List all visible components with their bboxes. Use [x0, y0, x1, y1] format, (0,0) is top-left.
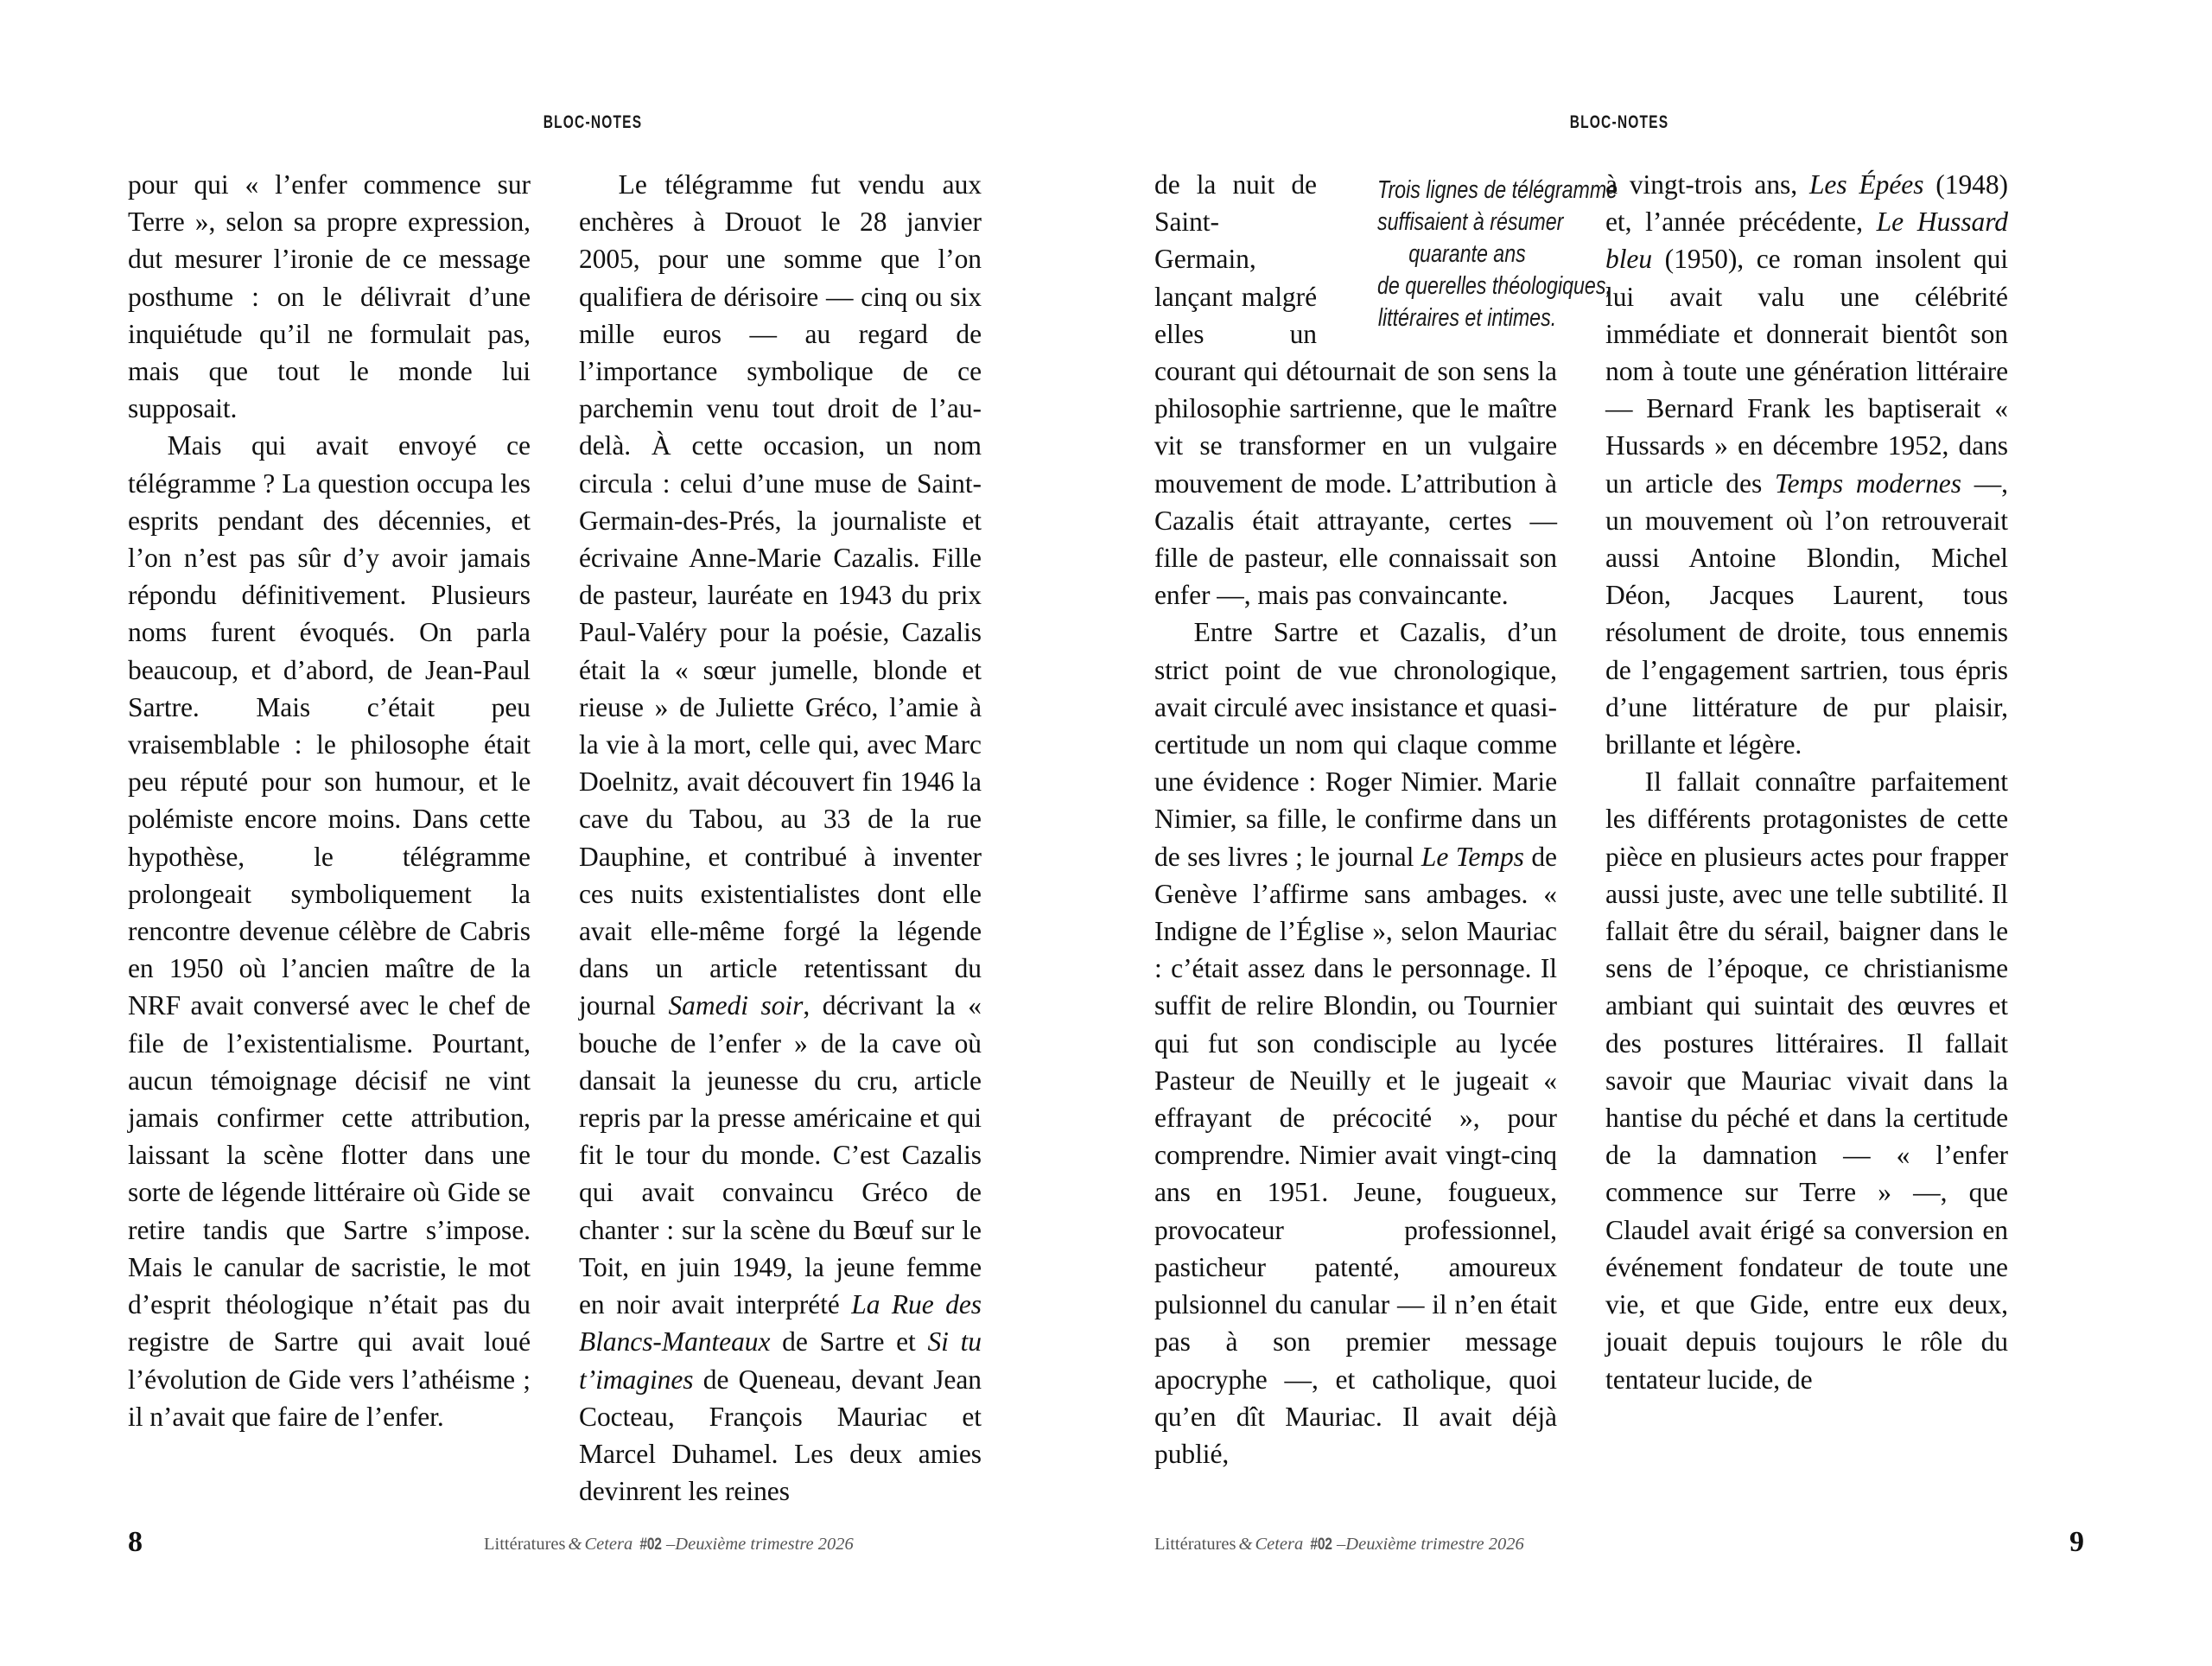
colophon-issue-date: Deuxième trimestre 2026 [675, 1535, 854, 1554]
running-head-left: BLOC-NOTES [543, 112, 643, 132]
body-paragraph: pour qui « l’enfer commence sur Terre », selon sa propre expression, dut mesurer l’ironie de ce message posthume : on le délivrait d’une inquiétude qu’il ne formulait pas, mais que tout le monde lui supposait. [128, 169, 531, 424]
pull-quote-line: littéraires et intimes. [1377, 304, 1557, 332]
pull-quote-line: Trois lignes de télégramme [1377, 176, 1618, 204]
colophon-left [484, 1534, 854, 1555]
colophon-title: Littératures [484, 1535, 566, 1554]
column-4 [1605, 166, 2008, 1459]
colophon-dash: – [666, 1535, 676, 1554]
italic-title: La Rue des Blancs-Manteaux [579, 1289, 982, 1358]
body-paragraph: de la nuit de Saint-Germain, lançant malgré elles un courant qui détournait de son sens la philosophie sartrienne, que le maître vit se transformer en un vulgaire mouvement de mode. L’attribution à Cazalis était attrayante, certes — fille de pasteur, elle connaissait son enfer —, mais pas convaincante. [1154, 169, 1557, 611]
italic-title: Le Hussard bleu [1605, 207, 2008, 275]
colophon-title-italic: Cetera [1255, 1535, 1304, 1554]
body-paragraph: à vingt-trois ans, Les Épées (1948) et, l’année précédente, Le Hussard bleu (1950), ce roman insolent qui lui avait valu une célébrité immédiate et donnerait bientôt son nom à toute une génération littéraire — Bernard Frank les baptiserait « Hussards » en décembre 1952, dans un article des Temps modernes —, un mouvement où l’on retrouverait aussi Antoine Blondin, Michel Déon, Jacques Laurent, tous résolument de droite, tous ennemis de l’engagement sartrien, tous épris d’une littérature de pur plaisir, brillante et légère. [1605, 169, 2008, 760]
italic-title: Temps modernes [1774, 467, 1961, 499]
pull-quote-line: quarante ans [1408, 240, 1526, 268]
colophon-ampersand: & [568, 1535, 582, 1554]
italic-title: Samedi soir [668, 990, 804, 1021]
pull-quote-line: de querelles théologiques, [1377, 272, 1611, 300]
body-paragraph: Entre Sartre et Cazalis, d’un strict point de vue chronologique, avait circulé avec insistance et quasi-certitude un nom qui claque comme une évidence : Roger Nimier. Marie Nimier, sa fille, le confirme dans un de ses livres ; le journal Le Temps de Genève l’affirme sans ambages. « Indigne de l’Église », selon Mauriac : c’était assez dans le personnage. Il suffit de relire Blondin, ou Tournier qui fut son condisciple au lycée Pasteur de Neuilly et le jugeait « effrayant de précocité », pour comprendre. Nimier avait vingt-cinq ans en 1951. Jeune, fougueux, provocateur professionnel, pasticheur patenté, amoureux pulsionnel du canular — il n’en était pas à son premier message apocryphe —, et catholique, quoi qu’en dît Mauriac. Il avait déjà publié, [1154, 617, 1557, 1469]
page-number-right: 9 [2069, 1526, 2084, 1558]
italic-title: Les Épées [1808, 169, 1924, 200]
colophon-title-italic: Cetera [584, 1535, 633, 1554]
colophon-right [1154, 1534, 1524, 1555]
colophon-issue-number: #02 [639, 1536, 662, 1554]
italic-title: Si tu t’imagines [579, 1326, 982, 1395]
column-3 [1154, 166, 1618, 1469]
colophon-title: Littératures [1154, 1535, 1236, 1554]
body-paragraph: Le télégramme fut vendu aux enchères à Drouot le 28 janvier 2005, pour une somme que l’on qualifiera de dérisoire — cinq ou six mille euros — au regard de l’importance symbolique de ce parchemin venu tout droit de l’au-delà. À cette occasion, un nom circula : celui d’une muse de Saint-Germain-des-Prés, la journaliste et écrivaine Anne-Marie Cazalis. Fille de pasteur, lauréate en 1943 du prix Paul-Valéry pour la poésie, Cazalis était la « sœur jumelle, blonde et rieuse » de Juliette Gréco, l’amie à la vie à la mort, celle qui, avec Marc Doelnitz, avait découvert fin 1946 la cave du Tabou, au 33 de la rue Dauphine, et contribué à inventer ces nuits existentialistes dont elle avait elle-même forgé la légende dans un article retentissant du journal Samedi soir, décrivant la « bouche de l’enfer » de la cave où dansait la jeunesse du cru, article repris par la presse américaine et qui fit le tour du monde. C’est Cazalis qui avait convaincu Gréco de chanter : sur la scène du Bœuf sur le Toit, en juin 1949, la jeune femme en noir avait interprété La Rue des Blancs-Manteaux de Sartre et Si tu t’imagines de Queneau, devant Jean Cocteau, François Mauriac et Marcel Duhamel. Les deux amies devinrent les reines [579, 169, 982, 1507]
colophon-dash: – [1337, 1535, 1346, 1554]
running-head-right: BLOC-NOTES [1569, 112, 1669, 132]
column-1 [128, 166, 531, 1459]
colophon-ampersand: & [1238, 1535, 1253, 1554]
footer-left [0, 1517, 1106, 1557]
colophon-issue-number: #02 [1310, 1536, 1332, 1554]
column-2 [579, 166, 982, 1507]
italic-title: Le Temps [1421, 841, 1524, 872]
footer-right [1106, 1517, 2212, 1557]
body-paragraph: Il fallait connaître parfaitement les différents protagonistes de cette pièce en plusieurs actes pour frapper aussi juste, avec une telle subtilité. Il fallait être du sérail, baigner dans le sens de l’époque, ce christianisme ambiant qui suintait des œuvres et des postures littéraires. Il fallait savoir que Mauriac vivait dans la hantise du péché et dans la certitude de la damnation — « l’enfer commence sur Terre » —, que Claudel avait érigé sa conversion en événement fondateur de toute une vie, et que Gide, entre eux deux, jouait depuis toujours le rôle du tentateur lucide, de [1605, 766, 2008, 1395]
pull-quote [1377, 175, 1618, 334]
text-columns-right [1154, 166, 2084, 1469]
pull-quote-line: suffisaient à résumer [1377, 208, 1564, 236]
body-paragraph: Mais qui avait envoyé ce télégramme ? La question occupa les esprits pendant des décennies, et l’on n’est pas sûr d’y avoir jamais répondu définitivement. Plusieurs noms furent évoqués. On parla beaucoup, et d’abord, de Jean-Paul Sartre. Mais c’était peu vraisemblable : le philosophe était peu réputé pour son humour, et le polémiste encore moins. Dans cette hypothèse, le télégramme prolongeait symboliquement la rencontre devenue célèbre de Cabris en 1950 où l’ancien maître de la NRF avait conversé avec le chef de file de l’existentialisme. Pourtant, aucun témoignage décisif ne vint jamais confirmer cette attribution, laissant la scène flotter dans une sorte de légende littéraire où Gide se retire tandis que Sartre s’impose. Mais le canular de sacristie, le mot d’esprit théologique n’était pas du registre de Sartre qui avait loué l’évolution de Gide vers l’athéisme ; il n’avait que faire de l’enfer. [128, 430, 531, 1432]
colophon-issue-date: Deuxième trimestre 2026 [1345, 1535, 1524, 1554]
text-columns-left [128, 166, 1058, 1507]
page-number-left: 8 [128, 1526, 143, 1558]
page-right [1106, 0, 2212, 1666]
